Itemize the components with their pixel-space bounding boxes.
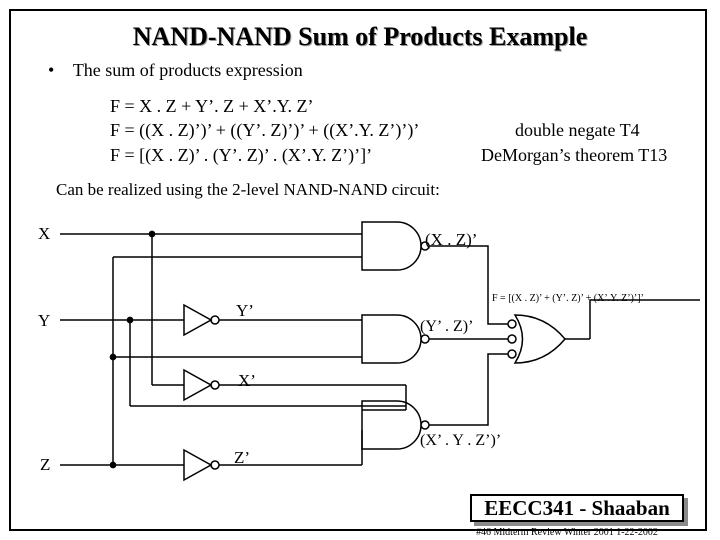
junction-dot (127, 317, 132, 322)
bullet-icon: • (48, 60, 55, 80)
wire-output-f-lead (590, 300, 700, 339)
or-input-bubble (508, 320, 516, 328)
input-label-z: Z (40, 455, 51, 474)
equation-1: F = X . Z + Y’. Z + X’.Y. Z’ (110, 96, 314, 116)
nand-label-2: (Y’ . Z)’ (420, 318, 474, 335)
junction-dot (110, 354, 115, 359)
inverter-x (184, 370, 211, 400)
nand-label-1: (X . Z)’ (425, 230, 478, 249)
wire-nand3-out (429, 354, 508, 425)
equation-3: F = [(X . Z)’ . (Y’. Z)’ . (X’.Y. Z’)’]’ (110, 145, 373, 165)
junction-dot (149, 231, 154, 236)
nand-gate-3 (362, 401, 421, 449)
equation-2-note: double negate T4 (515, 120, 640, 140)
inverter-label-y: Y’ (236, 301, 254, 320)
nand-bubble (421, 335, 429, 343)
slide-title: NAND-NAND Sum of Products Example (132, 22, 588, 51)
equation-3-note: DeMorgan’s theorem T13 (481, 145, 668, 165)
or-input-bubble (508, 350, 516, 358)
wire-nand1-out (429, 246, 508, 324)
input-label-y: Y (38, 311, 51, 330)
junction-dot (110, 462, 115, 467)
inverter-label-z: Z’ (234, 448, 251, 467)
nand-gate-2 (362, 315, 421, 363)
nand-label-3: (X’ . Y . Z’)’ (420, 432, 502, 449)
inverter-y (184, 305, 211, 335)
realization-text: Can be realized using the 2-level NAND-NAND circuit: (56, 180, 440, 199)
input-label-x: X (38, 224, 51, 243)
equation-2: F = ((X . Z)’)’ + ((Y’. Z)’)’ + ((X’.Y. Z’)’)’ (110, 120, 420, 140)
nand-gate-1 (362, 222, 421, 270)
output-label: F = [(X . Z)’ + (Y’. Z)’ + (X’.Y. Z’)’]’ (492, 293, 644, 304)
nand-bubble (421, 421, 429, 429)
or-input-bubble (508, 335, 516, 343)
footer-note: #46 Midterm Review Winter 2001 1-22-2002 (476, 527, 658, 538)
inverter-label-x: X’ (238, 371, 256, 390)
inverter-z (184, 450, 211, 480)
footer-course-box: EECC341 - Shaaban (470, 494, 684, 522)
intro-text: The sum of products expression (72, 60, 303, 80)
or-gate (515, 315, 565, 363)
